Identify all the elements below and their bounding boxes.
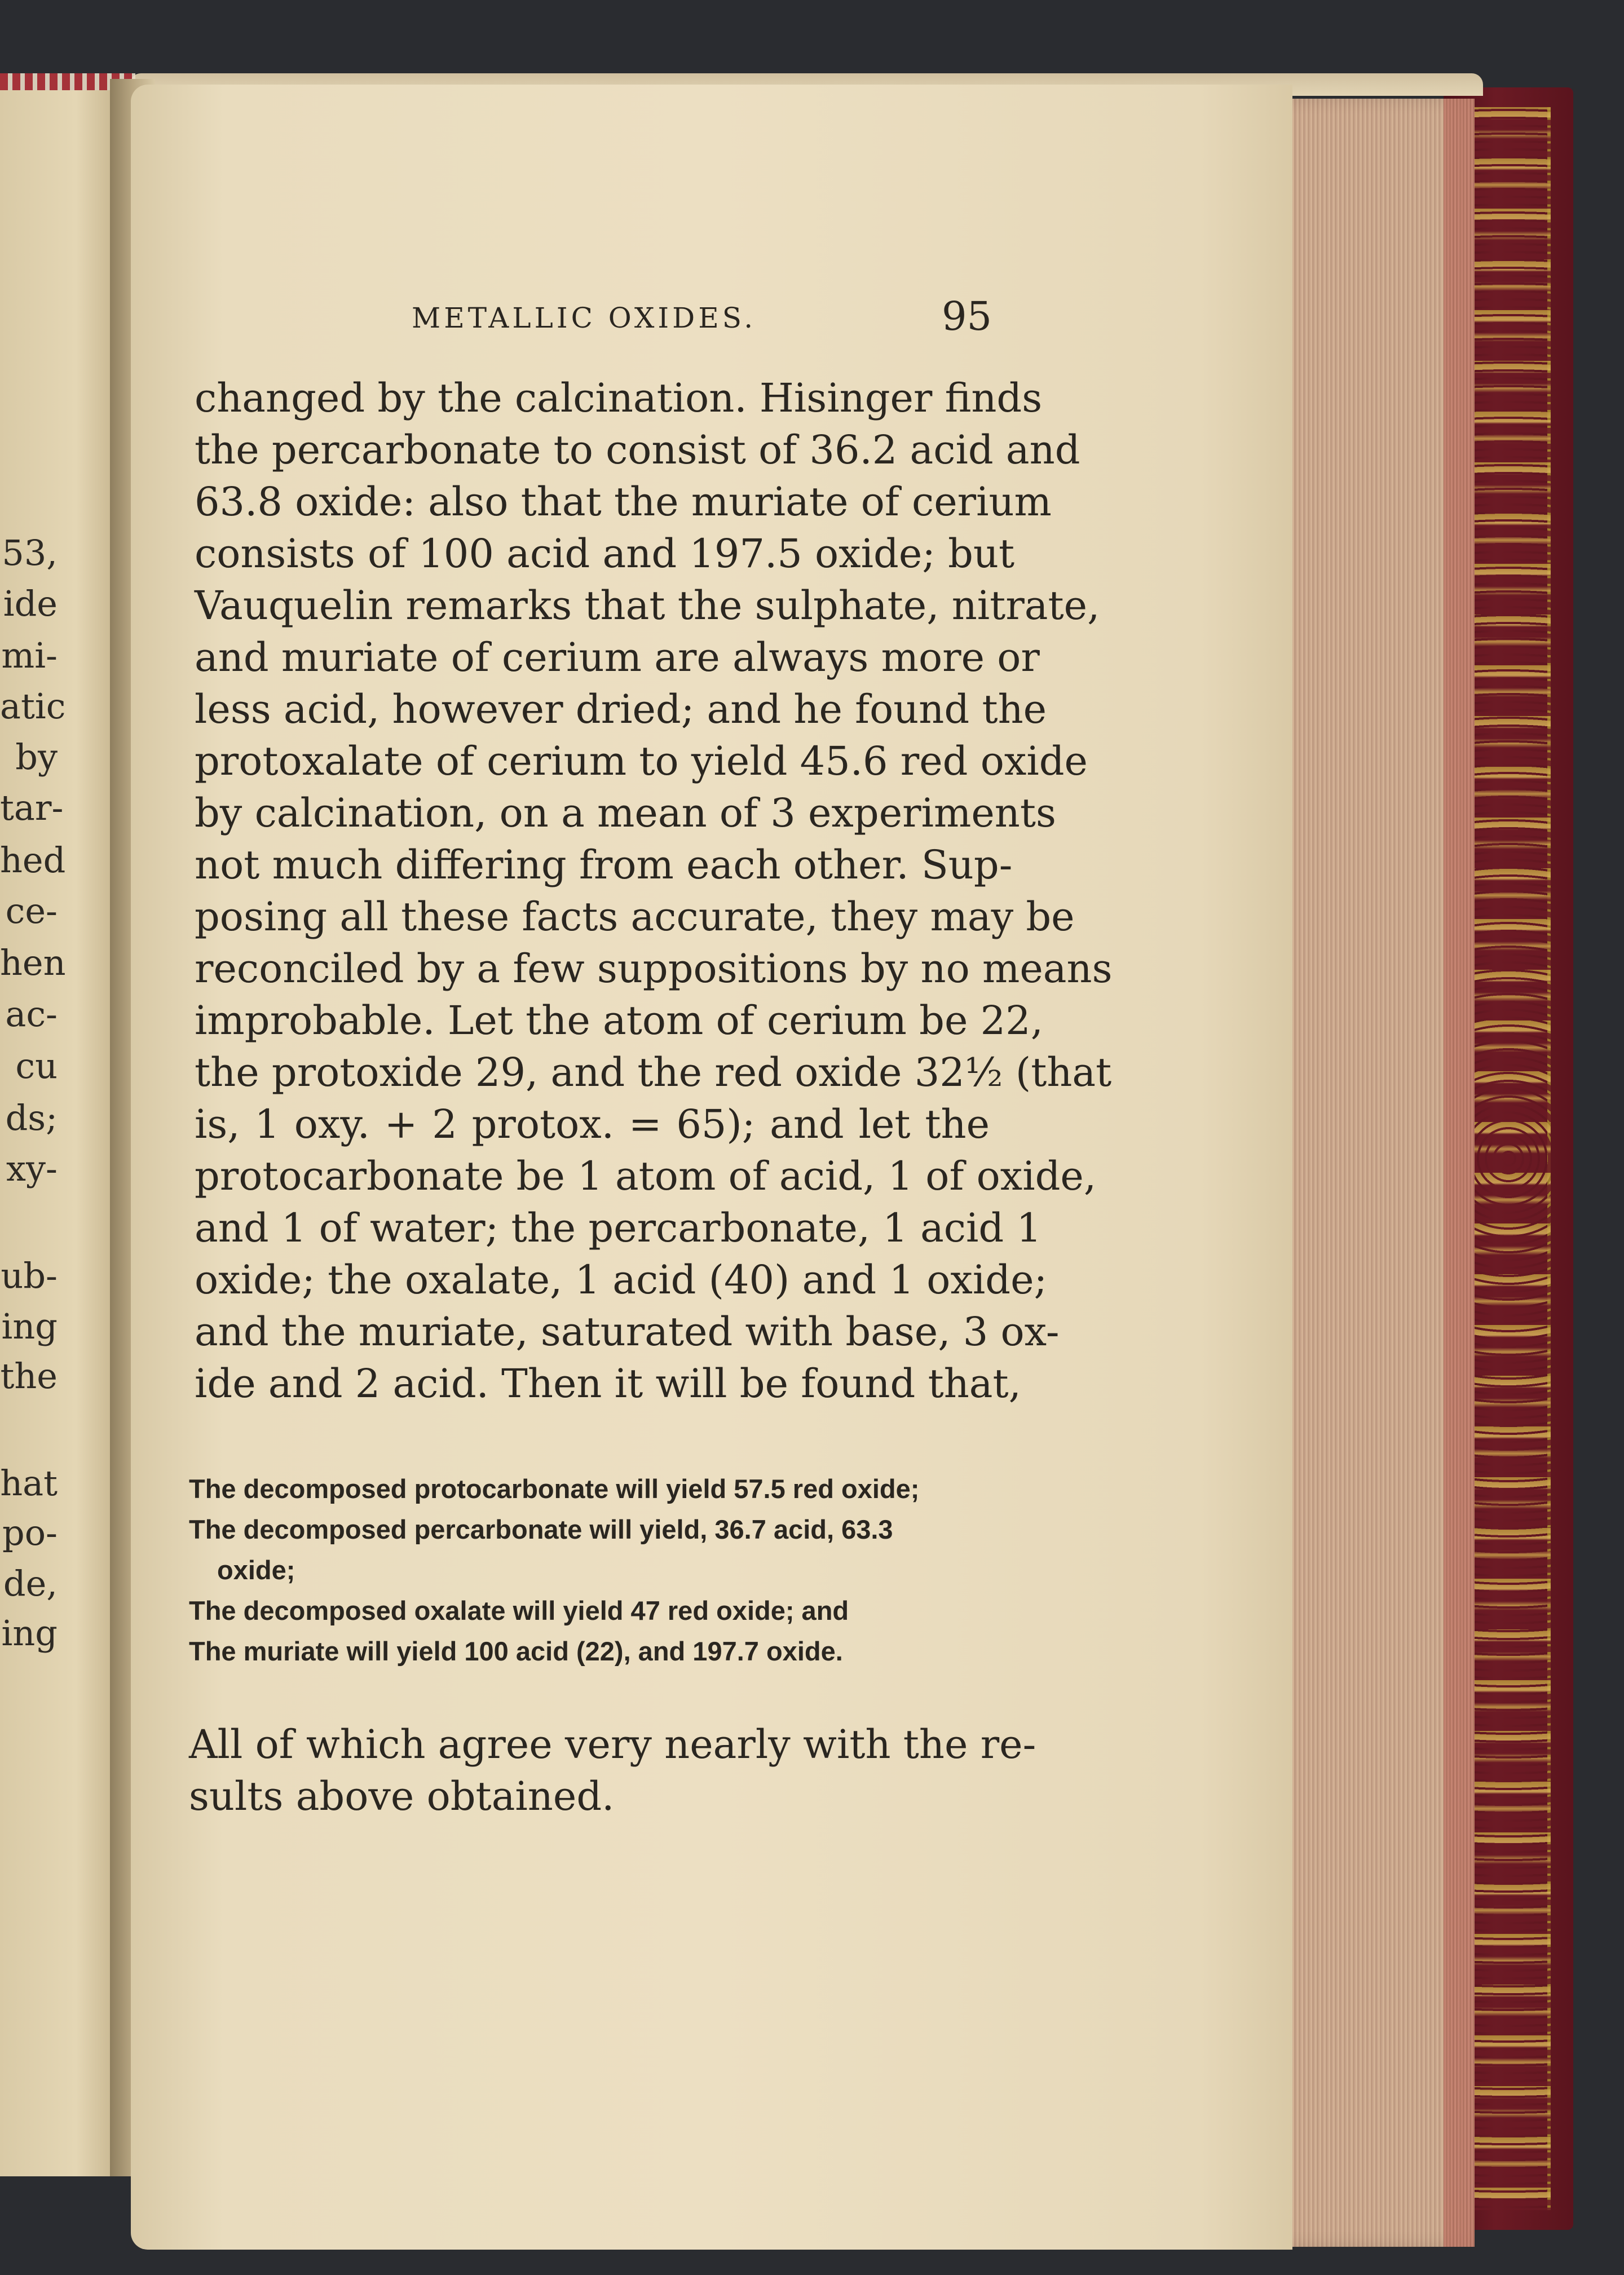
- left-fragment-line: ds;: [5, 1097, 58, 1138]
- left-fragment-line: 53,: [2, 532, 58, 573]
- body-line: 63.8 oxide: also that the muriate of cerium: [195, 479, 1052, 525]
- body-text: [195, 372, 1113, 1410]
- left-fragment-line: de,: [3, 1563, 58, 1604]
- body-line: protocarbonate be 1 atom of acid, 1 of oxide,: [195, 1153, 1097, 1199]
- calculation-line: The decomposed protocarbonate will yield 57.5 red oxide;: [189, 1474, 920, 1504]
- body-line: and 1 of water; the percarbonate, 1 acid 1: [195, 1205, 1042, 1251]
- body-line: not much differing from each other. Sup-: [195, 842, 1013, 888]
- calculation-list: [189, 1469, 978, 1672]
- body-line: ide and 2 acid. Then it will be found that,: [195, 1360, 1021, 1407]
- body-line: improbable. Let the atom of cerium be 22,: [195, 997, 1043, 1044]
- left-fragment-line: cu: [15, 1045, 58, 1086]
- left-fragment-line: the: [0, 1355, 58, 1397]
- left-fragment-line: atic: [0, 686, 66, 727]
- body-line: posing all these facts accurate, they may be: [195, 894, 1075, 940]
- body-line: protoxalate of cerium to yield 45.6 red oxide: [195, 738, 1088, 784]
- left-fragment-line: xy-: [6, 1148, 58, 1189]
- calculation-line: The muriate will yield 100 acid (22), and 197.7 oxide.: [189, 1636, 843, 1666]
- left-fragment-line: ing: [1, 1613, 58, 1654]
- closing-line: sults above obtained.: [189, 1773, 615, 1819]
- body-line: the percarbonate to consist of 36.2 acid and: [195, 427, 1080, 473]
- left-fragment-line: hat: [0, 1463, 58, 1504]
- body-line: less acid, however dried; and he found the: [195, 686, 1047, 732]
- body-line: the protoxide 29, and the red oxide 32½ (that: [195, 1049, 1112, 1095]
- body-line: by calcination, on a mean of 3 experiments: [195, 790, 1056, 836]
- body-line: and muriate of cerium are always more or: [195, 634, 1040, 681]
- left-fragment-line: mi-: [1, 635, 58, 676]
- left-fragment-line: tar-: [0, 787, 64, 828]
- left-fragment-line: hen: [0, 942, 66, 983]
- left-fragment-line: by: [15, 736, 58, 778]
- left-fragment-line: ce-: [5, 890, 58, 931]
- calculation-line: The decomposed oxalate will yield 47 red oxide; and: [189, 1596, 849, 1625]
- left-fragment-line: ub-: [1, 1255, 58, 1296]
- page-edges-red: [1444, 99, 1475, 2247]
- left-fragment-line: po-: [2, 1512, 58, 1553]
- page-edges: [1260, 99, 1475, 2247]
- closing-paragraph: [189, 1719, 1036, 1822]
- body-line: reconciled by a few suppositions by no means: [195, 946, 1113, 992]
- body-line: and the muriate, saturated with base, 3 ox-: [195, 1309, 1060, 1355]
- body-line: oxide; the oxalate, 1 acid (40) and 1 oxide;: [195, 1257, 1048, 1303]
- body-line: Vauquelin remarks that the sulphate, nitrate,: [195, 582, 1100, 629]
- running-head: METALLIC OXIDES.: [412, 302, 757, 334]
- left-fragment-line: ac-: [5, 993, 58, 1035]
- calculation-line: oxide;: [217, 1555, 295, 1585]
- left-fragment-line: ing: [1, 1306, 58, 1347]
- body-line: is, 1 oxy. + 2 protox. = 65); and let the: [195, 1101, 990, 1147]
- left-fragment-line: hed: [0, 840, 66, 881]
- body-line: consists of 100 acid and 197.5 oxide; but: [195, 531, 1015, 577]
- body-line: changed by the calcination. Hisinger finds: [195, 375, 1043, 421]
- closing-line: All of which agree very nearly with the re-: [189, 1721, 1036, 1768]
- gilt-ornament-border: [1466, 107, 1551, 2210]
- calculation-line: The decomposed percarbonate will yield, 36.7 acid, 63.3: [189, 1514, 893, 1544]
- left-fragment-line: ide: [3, 583, 58, 624]
- page-number: 95: [942, 293, 992, 339]
